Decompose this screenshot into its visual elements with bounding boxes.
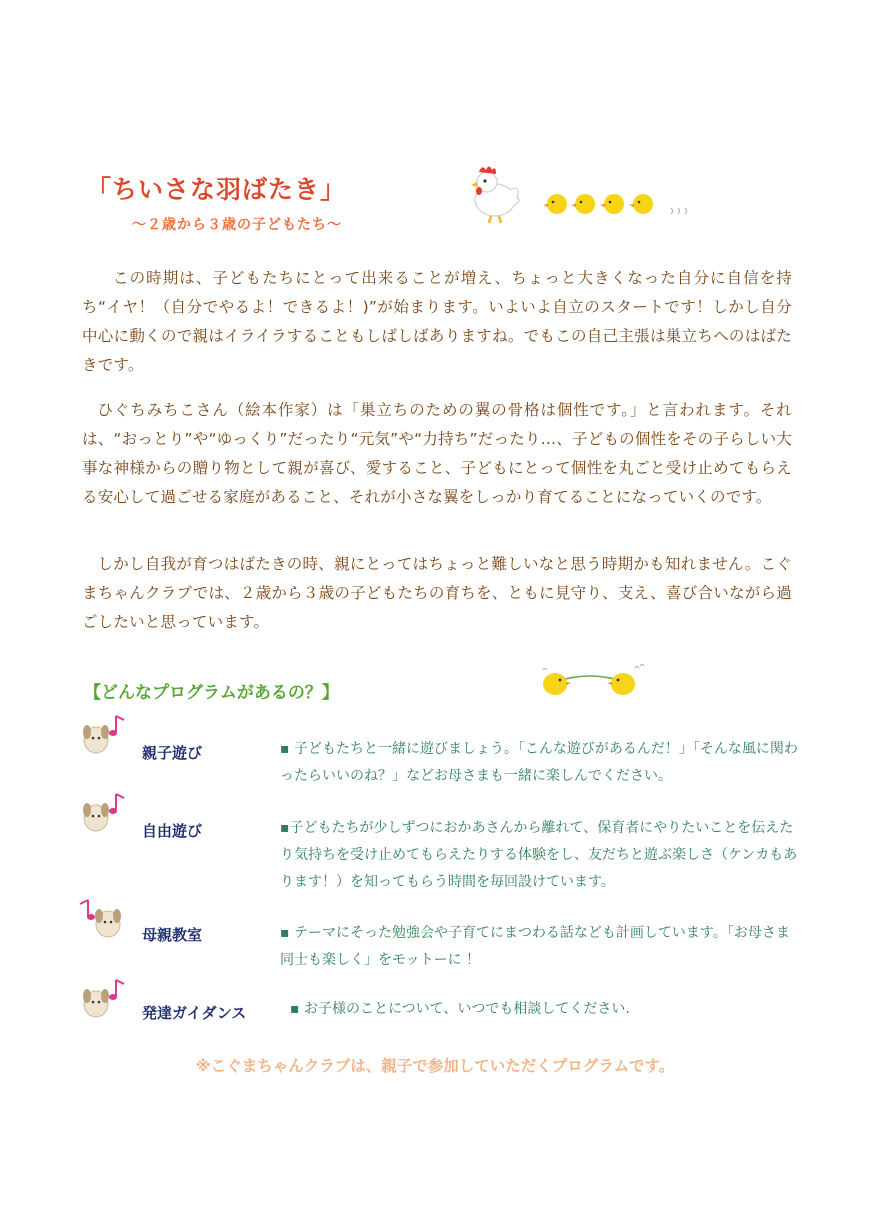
puppy-note-icon bbox=[78, 976, 128, 1020]
chick-icon bbox=[543, 194, 567, 214]
club-paragraph: しかし自我が育つはばたきの時、親にとってはちょっと難しいなと思う時期かも知れません。こぐまちゃんクラブでは、２歳から３歳の子どもたちの育ちを、ともに見守り、支え、喜び合いながら過ごしたいと思っています。 bbox=[82, 555, 792, 631]
program-label-free-play: 自由遊び bbox=[142, 822, 203, 840]
puppy-note-icon bbox=[78, 896, 128, 940]
program-desc-parent-child-play: ▪ 子どもたちと一緒に遊びましょう。「こんな遊びがあるんだ！」「そんな風に関わったらいいのね？」などお母さまも一緒に楽しんでください。 bbox=[280, 741, 798, 784]
chick-icon bbox=[607, 673, 635, 695]
chick-icon bbox=[571, 194, 595, 214]
puppy-note-icon bbox=[78, 712, 128, 756]
chicks-branch-illustration bbox=[535, 660, 650, 700]
program-desc-mothers-class: ▪ テーマにそった勉強会や子育てにまつわる話なども計画しています。「お母さま同士も楽しく」をモットーに ！ bbox=[280, 925, 790, 968]
chick-icon bbox=[543, 673, 571, 695]
page-title: 「ちいさな羽ばたき」 bbox=[86, 175, 347, 204]
individuality-paragraph: ひぐちみちこさん（絵本作家）は「巣立ちのための翼の骨格は個性です。」と言われます。それは、“おっとり”や“ゆっくり”だったり“元気”や“力持ち”だったり…、子どもの個性をその子らしい大事な神様からの贈り物として親が喜び、愛すること、子どもにとって個性を丸ごと受け止めてもらえる安心して過ごせる家庭があること、それが小さな翼をしっかり育てることになっていくのです。 bbox=[82, 401, 792, 506]
page-subtitle: ～２歳から３歳の子どもたち～ bbox=[132, 217, 342, 233]
programs-heading: 【どんなプログラムがあるの？】 bbox=[84, 683, 339, 703]
program-label-parent-child-play: 親子遊び bbox=[142, 744, 203, 762]
puppy-note-icon bbox=[78, 790, 128, 834]
program-label-mothers-class: 母親教室 bbox=[142, 926, 203, 944]
rooster-chicks-illustration bbox=[465, 160, 710, 230]
program-desc-development-guidance: ▪ お子様のことについて、いつでも相談してください. bbox=[290, 1001, 630, 1017]
program-label-development-guidance: 発達ガイダンス bbox=[142, 1004, 247, 1022]
intro-paragraph: この時期は、子どもたちにとって出来ることが増え、ちょっと大きくなった自分に自信を持ち“イヤ！（自分でやるよ！できるよ！)”が始まります。いよいよ自立のスタートです！しかし自分中心に動くので親はイライラすることもしばしばありますね。でもこの自己主張は巣立ちへのはばたきです。 bbox=[82, 269, 792, 374]
footer-note: ※こぐまちゃんクラブは、親子で参加していただくプログラムです。 bbox=[195, 1057, 675, 1075]
chick-icon bbox=[629, 194, 653, 214]
program-desc-free-play: ▪子どもたちが少しずつにおかあさんから離れて、保育者にやりたいことを伝えたり気持ちを受け止めてもらえたりする体験をし、友だちと遊ぶ楽しさ（ケンカもあります！）を知ってもらう時間を毎回設けています。 bbox=[280, 820, 798, 890]
rooster-icon bbox=[471, 167, 519, 224]
chick-icon bbox=[600, 194, 624, 214]
